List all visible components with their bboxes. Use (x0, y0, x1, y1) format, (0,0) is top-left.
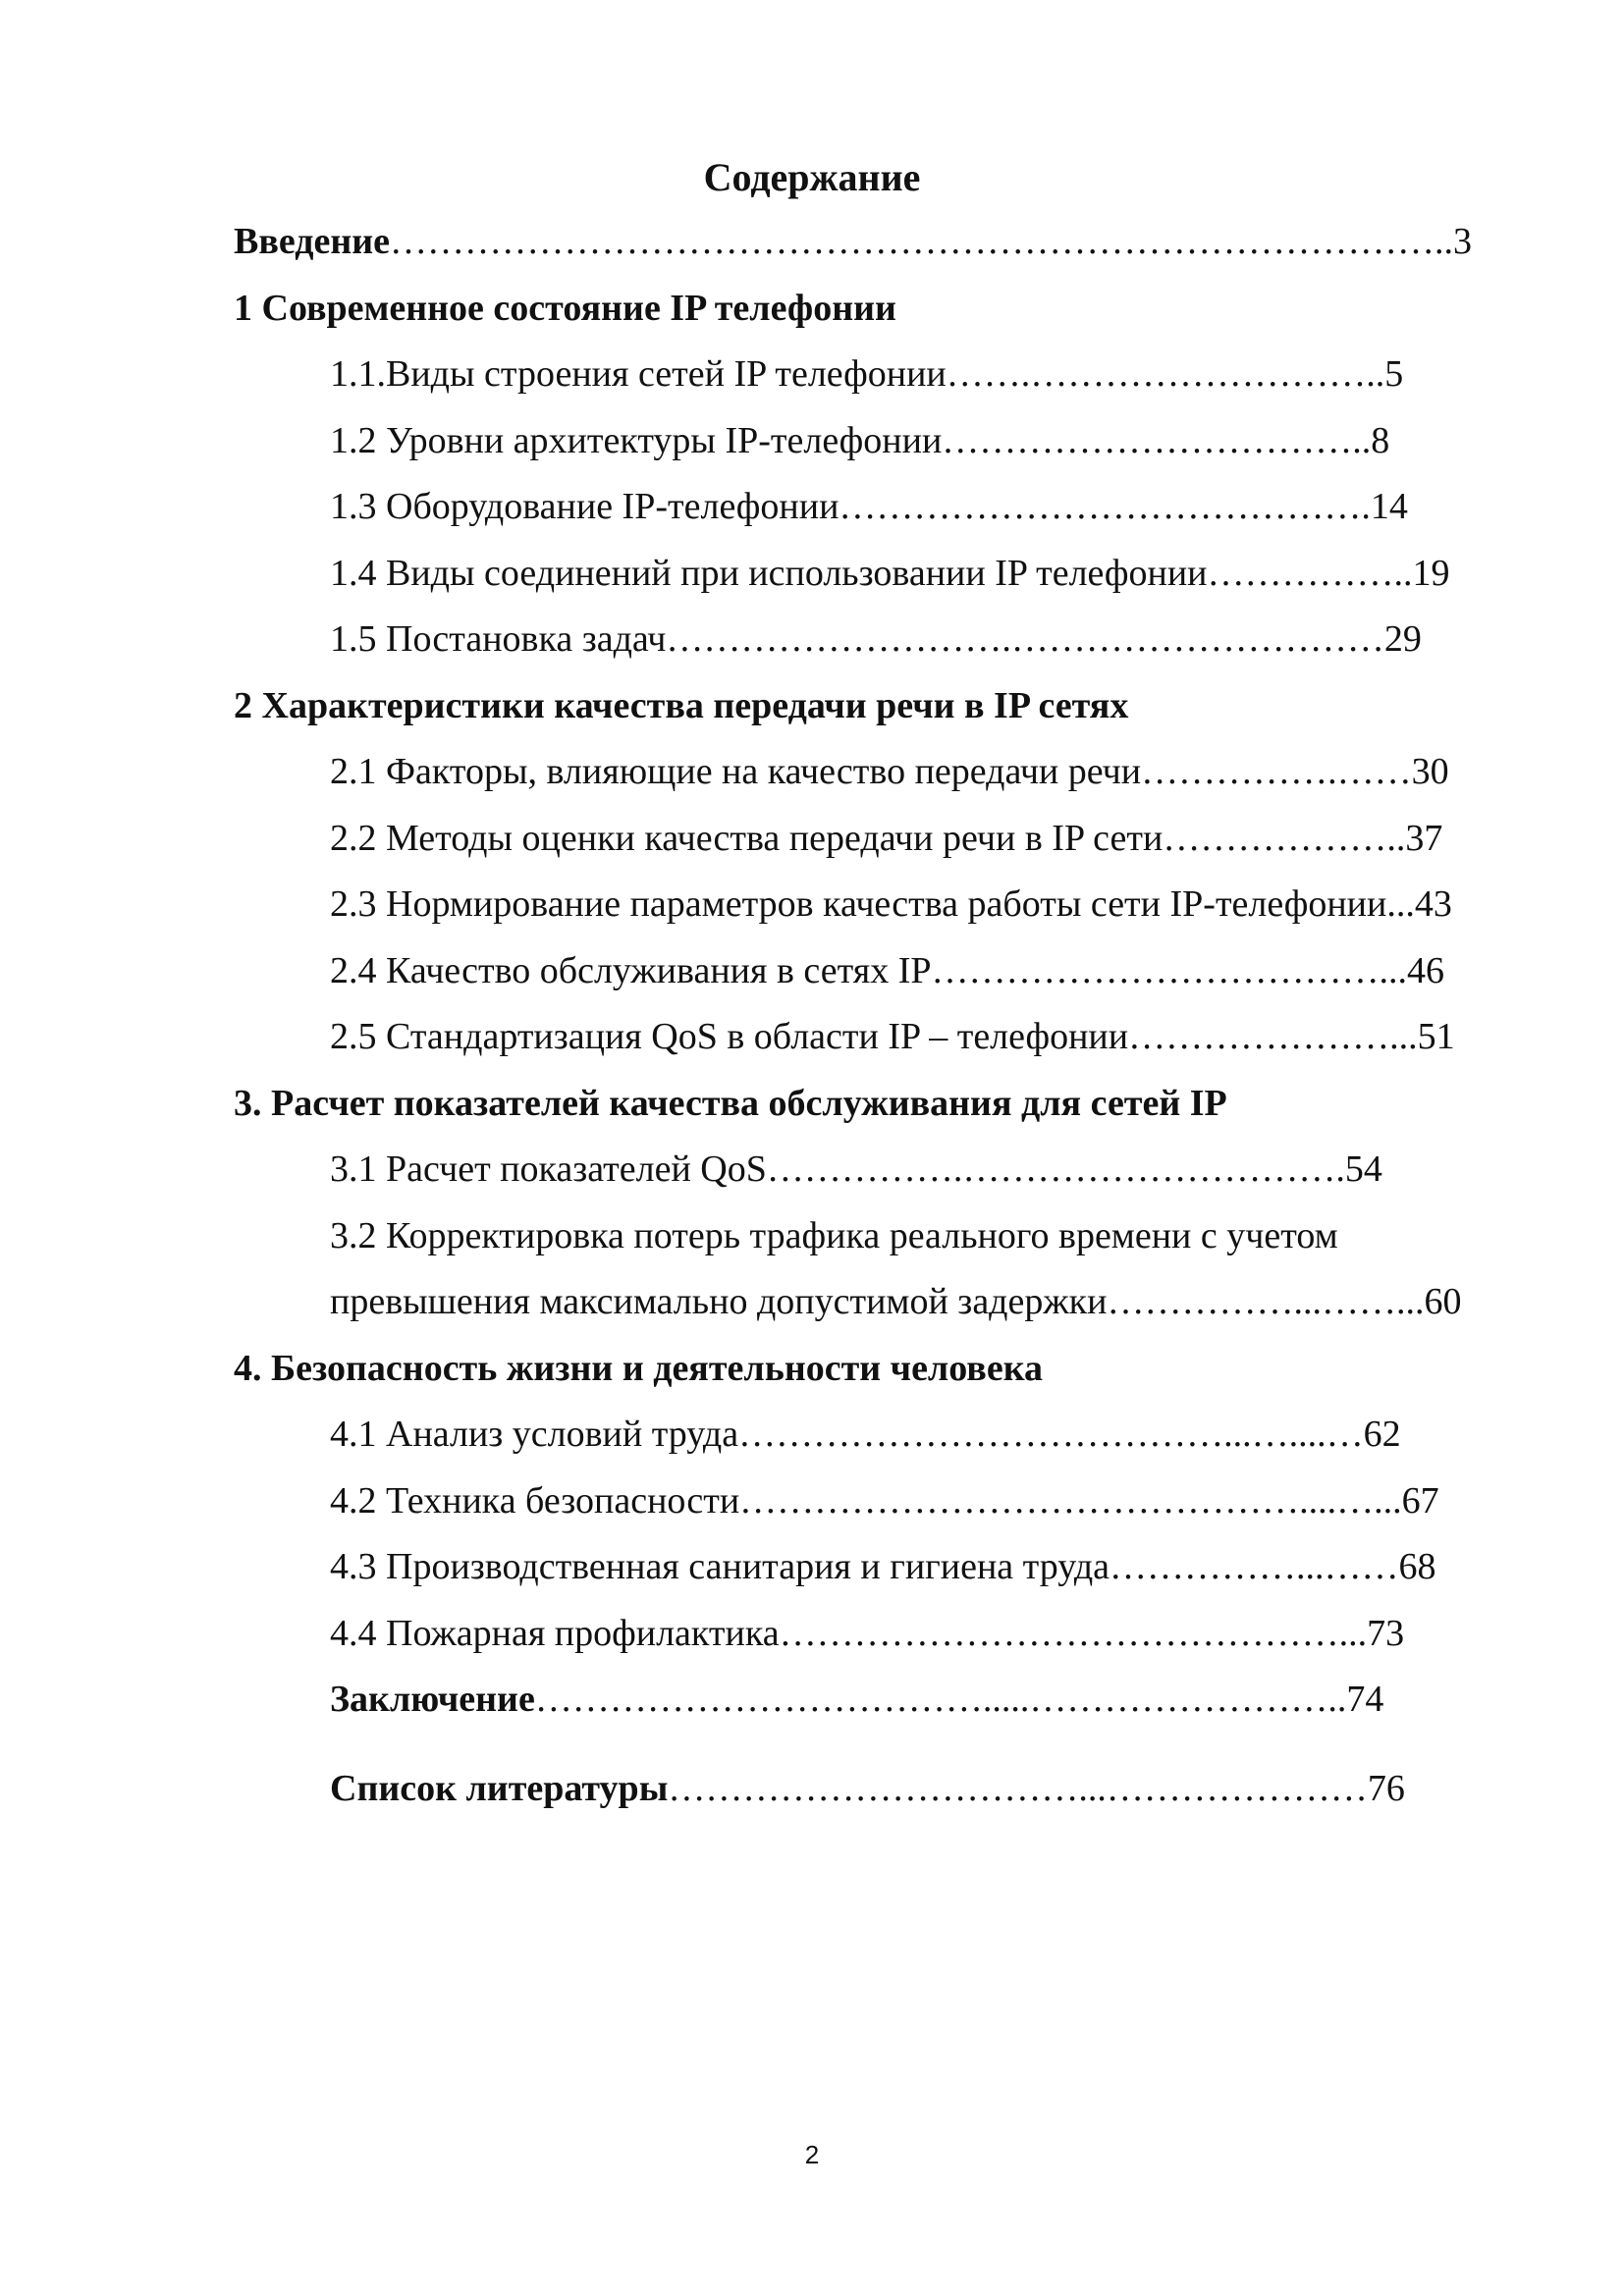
toc-title: Содержание (703, 155, 921, 199)
toc-entry-3-1: 3.1 Расчет показателей QoS…………….………………………….54 (330, 1148, 1382, 1190)
page-number: 2 (804, 2140, 820, 2169)
toc-entry-references: Список литературы……………………………...…………………76 (330, 1768, 1405, 1809)
toc-entry-2-4: 2.4 Качество обслуживания в сетях IP………………………………...46 (330, 950, 1444, 991)
toc-entry-intro: Введение…………………………………………………………………………..3 (234, 221, 1472, 262)
toc-entry-2-5: 2.5 Стандартизация QoS в области IP – телефонии…………………...51 (330, 1016, 1455, 1057)
toc-entry-3-2: 3.2 Корректировка потерь трафика реального времени с учетом (330, 1215, 1338, 1256)
toc-entry-4-2: 4.2 Техника безопасности………………………………………....…...67 (330, 1480, 1439, 1522)
toc-entry-1-3: 1.3 Оборудование IP-телефонии…………………………………….14 (330, 486, 1408, 527)
toc-entry-1-2: 1.2 Уровни архитектуры IP-телефонии……………………………..8 (330, 420, 1390, 461)
toc-entry-4-3: 4.3 Производственная санитария и гигиена труда……………...……68 (330, 1546, 1436, 1587)
toc-section-4: 4. Безопасность жизни и деятельности человека (234, 1348, 1044, 1389)
toc-entry-2-1: 2.1 Факторы, влияющие на качество передачи речи…………….……30 (330, 751, 1449, 792)
toc-entry-4-4: 4.4 Пожарная профилактика………………………………………...73 (330, 1613, 1405, 1654)
toc-entry-conclusion: Заключение……………………………….....……………………..74 (330, 1679, 1384, 1720)
toc-entry-1-1: 1.1.Виды строения сетей IP телефонии…….………………………..5 (330, 353, 1404, 395)
toc-entry-2-3: 2.3 Нормирование параметров качества работы сети IP-телефонии...43 (330, 883, 1452, 925)
toc-entry-1-4: 1.4 Виды соединений при использовании IP телефонии……………..19 (330, 553, 1450, 594)
toc-section-2: 2 Характеристики качества передачи речи в IP сетях (234, 685, 1129, 726)
toc-entry-2-2: 2.2 Методы оценки качества передачи речи в IP сети………………..37 (330, 818, 1443, 859)
toc-entry-1-5: 1.5 Постановка задач……………………….…………………………29 (330, 618, 1422, 660)
toc-entry-4-1: 4.1 Анализ условий труда…………………………………...…....…62 (330, 1414, 1401, 1455)
toc-section-1: 1 Современное состояние IP телефонии (234, 288, 896, 329)
toc-section-3: 3. Расчет показателей качества обслуживания для сетей IP (234, 1083, 1227, 1124)
toc-entry-3-2-cont: превышения максимально допустимой задержки……………...……...60 (330, 1281, 1462, 1322)
